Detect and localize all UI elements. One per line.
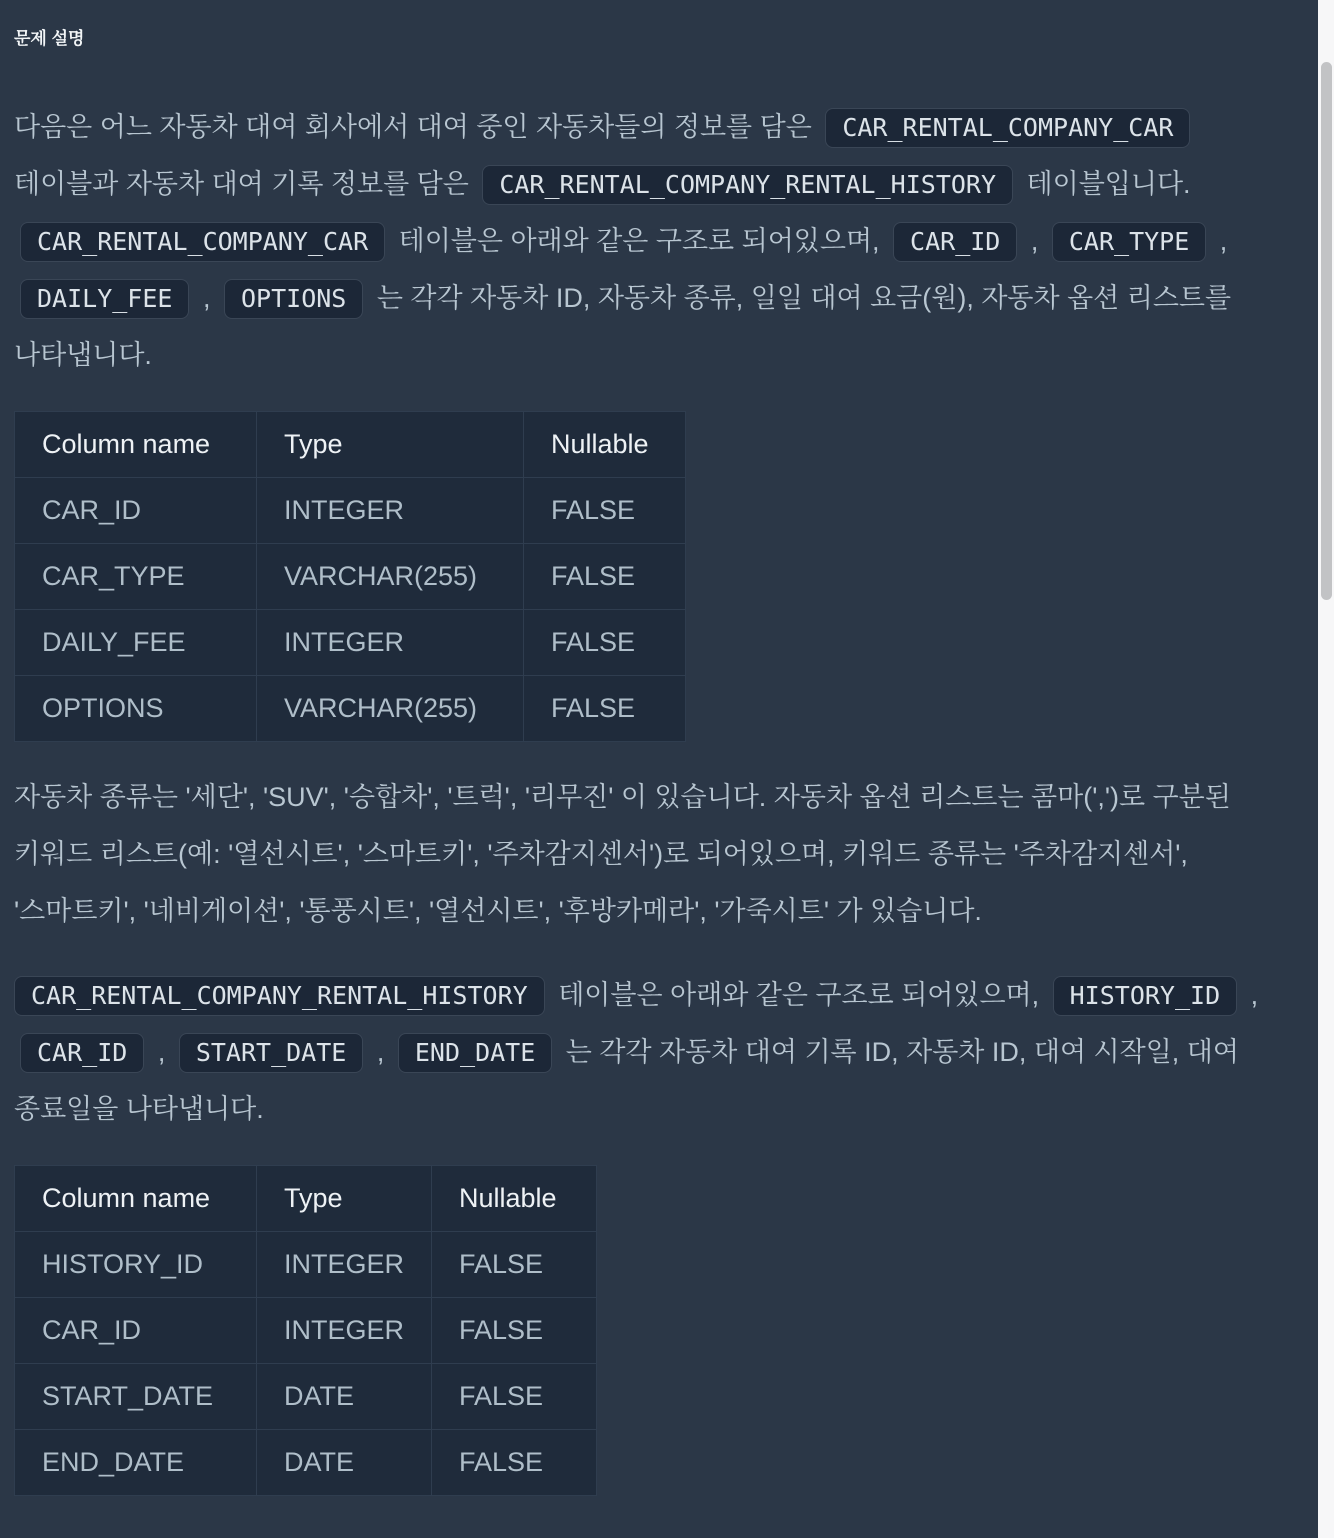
table-row bbox=[15, 610, 686, 676]
cell-type: DATE bbox=[257, 1430, 432, 1496]
table-row bbox=[15, 478, 686, 544]
table-row bbox=[15, 1232, 597, 1298]
cell-nullable: FALSE bbox=[524, 478, 686, 544]
column-name-badge: DAILY_FEE bbox=[20, 279, 189, 319]
table-row bbox=[15, 1298, 597, 1364]
history-intro-paragraph bbox=[14, 967, 1276, 1138]
column-header: Nullable bbox=[432, 1166, 597, 1232]
intro-text: 테이블입니다. bbox=[1019, 169, 1191, 199]
column-name-badge: CAR_ID bbox=[893, 222, 1017, 262]
cell-nullable: FALSE bbox=[524, 676, 686, 742]
cell-column-name: CAR_ID bbox=[15, 1298, 257, 1364]
column-name-badge: CAR_ID bbox=[20, 1033, 144, 1073]
intro-text: , bbox=[195, 283, 218, 313]
intro-text: 다음은 어느 자동차 대여 회사에서 대여 중인 자동차들의 정보를 담은 bbox=[14, 112, 820, 142]
intro-text: , bbox=[1212, 226, 1228, 256]
cell-nullable: FALSE bbox=[432, 1430, 597, 1496]
column-header: Column name bbox=[15, 412, 257, 478]
cell-nullable: FALSE bbox=[432, 1232, 597, 1298]
cell-nullable: FALSE bbox=[432, 1298, 597, 1364]
cell-type: VARCHAR(255) bbox=[257, 676, 524, 742]
cell-column-name: OPTIONS bbox=[15, 676, 257, 742]
intro-paragraph bbox=[14, 99, 1276, 384]
vertical-scrollbar-track[interactable] bbox=[1318, 0, 1334, 1538]
car-schema-table bbox=[14, 411, 686, 742]
cell-type: DATE bbox=[257, 1364, 432, 1430]
column-header: Column name bbox=[15, 1166, 257, 1232]
table-name-badge: CAR_RENTAL_COMPANY_CAR bbox=[825, 108, 1190, 148]
intro-text: 는 각각 자동차 ID, 자동차 종류, 일일 대여 요금(원), 자동차 옵션 리스트를 나타냅니다. bbox=[14, 283, 1232, 370]
column-name-badge: START_DATE bbox=[179, 1033, 364, 1073]
history-intro-text: 는 각각 자동차 대여 기록 ID, 자동차 ID, 대여 시작일, 대여 종료일을 나타냅니다. bbox=[14, 1037, 1239, 1124]
cell-type: INTEGER bbox=[257, 610, 524, 676]
table-name-badge: CAR_RENTAL_COMPANY_CAR bbox=[20, 222, 385, 262]
history-intro-text: , bbox=[150, 1037, 173, 1067]
cell-column-name: START_DATE bbox=[15, 1364, 257, 1430]
cell-column-name: HISTORY_ID bbox=[15, 1232, 257, 1298]
table-row bbox=[15, 544, 686, 610]
history-schema-table bbox=[14, 1165, 597, 1496]
vertical-scrollbar-thumb[interactable] bbox=[1321, 62, 1332, 600]
column-name-badge: HISTORY_ID bbox=[1053, 976, 1238, 1016]
cell-nullable: FALSE bbox=[524, 610, 686, 676]
table-row bbox=[15, 1430, 597, 1496]
options-paragraph: 자동차 종류는 '세단', 'SUV', '승합차', '트럭', '리무진' 이 있습니다. 자동차 옵션 리스트는 콤마(',')로 구분된 키워드 리스트(예: '열선시트', '스마트키', '주차감지센서')로 되어있으며, 키워드 종류는 '주차감지센서', '스마트키', '네비게이션', '통풍시트', '열선시트', '후방카메라', '가죽시트' 가 있습니다. bbox=[14, 782, 1231, 926]
cell-column-name: CAR_TYPE bbox=[15, 544, 257, 610]
cell-nullable: FALSE bbox=[432, 1364, 597, 1430]
column-name-badge: CAR_TYPE bbox=[1052, 222, 1206, 262]
table-row bbox=[15, 676, 686, 742]
cell-column-name: END_DATE bbox=[15, 1430, 257, 1496]
page-title: 문제 설명 bbox=[14, 29, 85, 48]
column-name-badge: OPTIONS bbox=[224, 279, 363, 319]
table-row bbox=[15, 1364, 597, 1430]
cell-type: INTEGER bbox=[257, 478, 524, 544]
table-header-row bbox=[15, 412, 686, 478]
cell-column-name: CAR_ID bbox=[15, 478, 257, 544]
column-header: Nullable bbox=[524, 412, 686, 478]
intro-text: 테이블과 자동차 대여 기록 정보를 담은 bbox=[14, 169, 477, 199]
history-intro-text: 테이블은 아래와 같은 구조로 되어있으며, bbox=[550, 980, 1047, 1010]
table-name-badge: CAR_RENTAL_COMPANY_RENTAL_HISTORY bbox=[482, 165, 1013, 205]
intro-text: 테이블은 아래와 같은 구조로 되어있으며, bbox=[391, 226, 888, 256]
column-header: Type bbox=[257, 412, 524, 478]
cell-type: VARCHAR(255) bbox=[257, 544, 524, 610]
cell-column-name: DAILY_FEE bbox=[15, 610, 257, 676]
column-name-badge: END_DATE bbox=[398, 1033, 552, 1073]
column-header: Type bbox=[257, 1166, 432, 1232]
cell-type: INTEGER bbox=[257, 1232, 432, 1298]
table-header-row bbox=[15, 1166, 597, 1232]
table-name-badge: CAR_RENTAL_COMPANY_RENTAL_HISTORY bbox=[14, 976, 545, 1016]
history-intro-text: , bbox=[369, 1037, 392, 1067]
intro-text: , bbox=[1023, 226, 1046, 256]
cell-nullable: FALSE bbox=[524, 544, 686, 610]
cell-type: INTEGER bbox=[257, 1298, 432, 1364]
history-intro-text: , bbox=[1243, 980, 1259, 1010]
